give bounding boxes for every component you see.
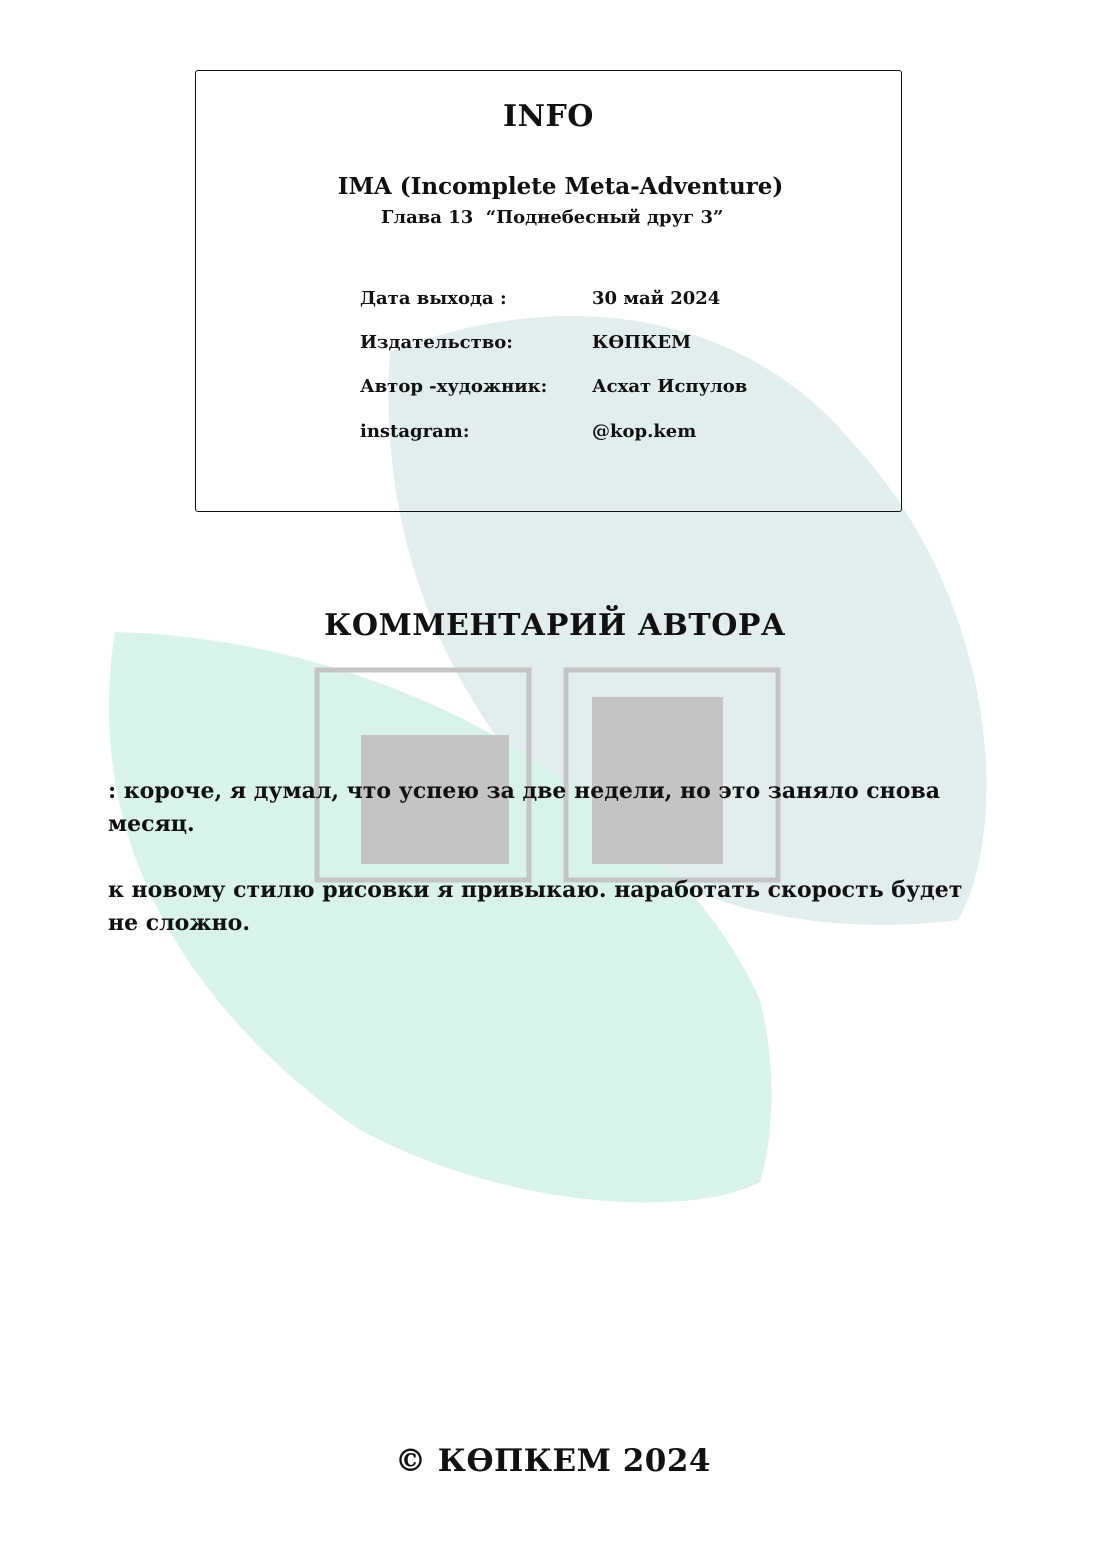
series-title: IMA (Incomplete Meta-Adventure) — [337, 173, 784, 200]
comment-paragraph-2: к новому стилю рисовки я привыкаю. наработать скорость будет не сложно. — [108, 877, 963, 936]
detail-row-release-date — [196, 288, 901, 314]
copyright-footer: © КӨПКЕМ 2024 — [395, 1443, 711, 1479]
info-box — [195, 70, 902, 512]
comment-paragraph-1: : короче, я думал, что успею за две недели, но это заняло снова месяц. — [108, 778, 941, 837]
detail-value: Асхат Испулов — [592, 376, 748, 397]
detail-label: instagram: — [360, 421, 470, 442]
chapter-title: Глава 13 “Поднебесный друг 3” — [381, 207, 724, 228]
detail-label: Автор -художник: — [360, 376, 548, 397]
detail-value: 30 май 2024 — [592, 288, 721, 309]
detail-row-publisher — [196, 332, 901, 358]
detail-value: КӨПКЕМ — [592, 332, 692, 353]
detail-row-author — [196, 376, 901, 402]
detail-label: Издательство: — [360, 332, 513, 353]
detail-label: Дата выхода : — [360, 288, 507, 309]
author-comment-heading: КОММЕНТАРИЙ АВТОРА — [324, 608, 786, 643]
info-title: INFO — [503, 99, 594, 134]
detail-row-instagram — [196, 421, 901, 447]
instagram-handle: @kop.kem — [592, 421, 697, 442]
